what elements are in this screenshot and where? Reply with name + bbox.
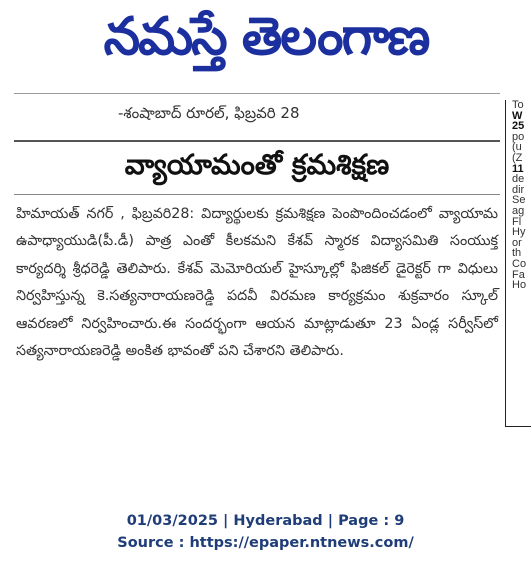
fragment-line: 11 <box>512 162 524 175</box>
fragment-line: po <box>512 130 525 143</box>
fragment-line: ag <box>512 204 525 217</box>
fragment-line: Fa <box>512 268 525 281</box>
fragment-line: (u <box>512 141 522 154</box>
fragment-line: W <box>512 109 523 122</box>
adjacent-article-fragment <box>505 100 531 427</box>
article-dateline: -శంషాబాద్ రూరల్, ఫిబ్రవరి 28 <box>118 104 300 122</box>
masthead-divider <box>14 93 500 94</box>
fragment-line: Co <box>512 257 527 270</box>
fragment-line: or <box>512 236 522 249</box>
fragment-line: dir <box>512 183 525 196</box>
fragment-line: 25 <box>512 120 525 133</box>
fragment-line: Ho <box>512 279 527 292</box>
fragment-line: Se <box>512 194 526 207</box>
article-headline: వ్యాయామంతో క్రమశిక్షణ <box>124 148 390 181</box>
newspaper-masthead <box>66 2 466 72</box>
footer-source-url[interactable]: Source : https://epaper.ntnews.com/ <box>117 535 414 551</box>
fragment-line: th <box>512 247 522 260</box>
fragment-line: Hy <box>512 226 526 239</box>
footer-date-edition-page: 01/03/2025 | Hyderabad | Page : 9 <box>126 513 405 529</box>
fragment-line: Fl <box>512 215 522 228</box>
article-body: హిమాయత్ నగర్ , ఫిబ్రవరి28: విద్యార్థులకు క్రమశిక్షణ పెంపొందించడంలో వ్యాయామ ఉపాధ్యాయుడి(పీ.డీ) పాత్ర ఎంతో కీలకమని కేశవ్ స్మారక విద్యాసమితి సంయుక్త కార్యదర్శి శ్రీధరెడ్డి తెలిపారు. కేశవ్ మెమోరియల్ హైస్కూల్లో ఫిజికల్ డైరెక్టర్ గా విధులు నిర్వహిస్తున్న కె.సత్యనారాయణరెడ్డి పదవీ విరమణ కార్యక్రమం శుక్రవారం స్కూల్ ఆవరణలో నిర్వహించారు.ఈ సందర్భంగా ఆయన మాట్లాడుతూ 23 ఏండ్ల సర్వీస్‌లో సత్యనారాయణరెడ్డి అంకిత భావంతో పని చేశారని తెలిపారు. <box>16 206 498 360</box>
fragment-line: de <box>512 173 525 186</box>
footer-source-info <box>0 510 531 554</box>
fragment-line: To <box>512 100 524 111</box>
fragment-line: (Z <box>512 151 523 164</box>
headline-container <box>14 140 500 195</box>
masthead-title: నమస్తే తెలంగాణ <box>103 7 429 67</box>
